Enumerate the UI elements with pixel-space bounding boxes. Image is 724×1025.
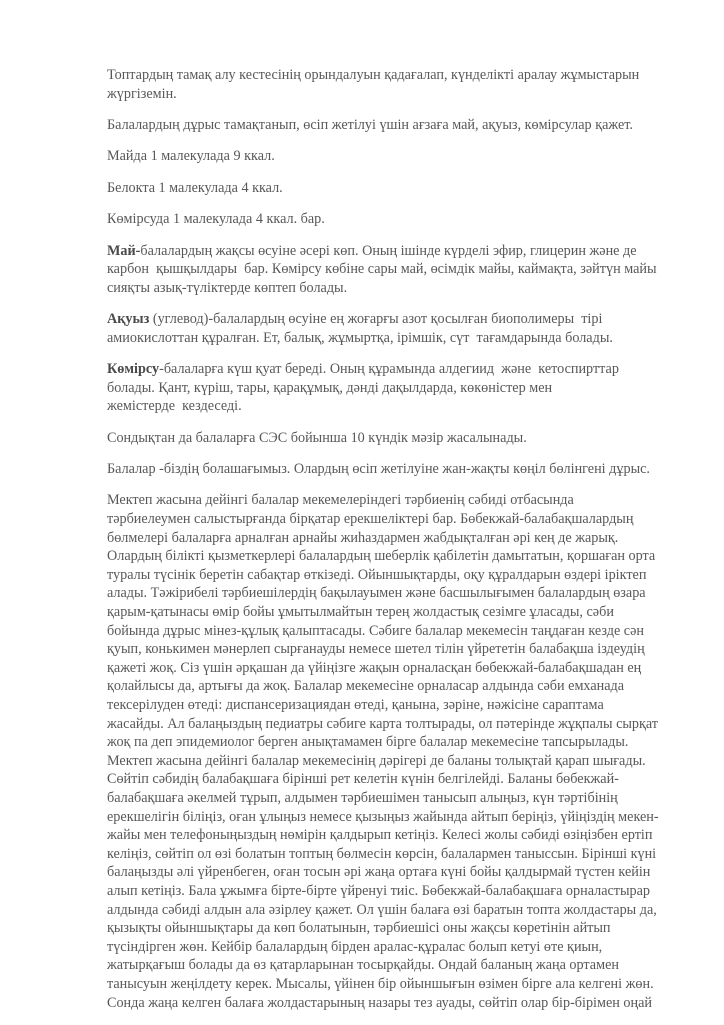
- line-text: жатырқағыш болады да өз қатарларынан тосырқайды. Ондай баланың жаңа ортамен: [107, 957, 619, 974]
- text-line: [107, 715, 687, 734]
- text-line: [107, 808, 687, 827]
- text-line: [107, 510, 687, 529]
- text-line: [107, 85, 687, 104]
- line-text: -балаларға күш қуат береді. Оның құрамында алдегиид және кетоспирттар: [159, 361, 619, 378]
- text-line: [107, 863, 687, 882]
- line-text: бойында дұрыс мінез-құлық қалыптасады. Сәбиге балалар мекемесін таңдаған кезде сән: [107, 622, 644, 639]
- text-line: [107, 752, 687, 771]
- paragraph: [107, 210, 687, 229]
- line-text: алдында сәбиді алдын ала әзірлеу қажет. Ол үшін балаға өзі баратын топта жолдастары да,: [107, 901, 657, 918]
- text-line: [107, 956, 687, 975]
- line-text: қуып, конькимен мәнерлеп сырғанауды немесе шетел тілін үйрететін балабақша іздеудің: [107, 641, 645, 658]
- text-line: [107, 938, 687, 957]
- line-text: қызықты ойыншықтары да көп болатынын, тәрбиешісі оны жақсы көретінін айтып: [107, 920, 611, 937]
- text-line: [107, 547, 687, 566]
- text-line: [107, 429, 687, 448]
- line-text: жемістерде кездеседі.: [107, 398, 242, 415]
- text-line: [107, 789, 687, 808]
- bold-term: Ақуыз: [107, 311, 150, 328]
- line-text: Сонда жаңа келген балаға жолдастарының назары тез ауады, сөйтіп олар бір-бірімен оңай: [107, 994, 652, 1011]
- line-text: келіңіз, сөйтіп ол өзі болатын топтың бөлмесін көрсін, балалармен таныссын. Бірінші күні: [107, 845, 657, 862]
- line-text: Сөйтіп сәбидің балабақшаға бірінші рет келетін күнін белгілейді. Баланы бөбекжай-: [107, 771, 619, 788]
- text-line: [107, 566, 687, 585]
- line-text: алады. Тәжірибелі тәрбиешілердің бақылауымен және басшылығымен балалардың өзара: [107, 585, 646, 602]
- line-text: балалардың жақсы өсуіне әсері көп. Оның ішінде күрделі эфир, глицерин және де: [140, 242, 637, 259]
- line-text: қолайлысы да, артығы да жоқ. Балалар мекемесіне орналасар алдында сәби емханада: [107, 678, 625, 695]
- line-text: тәрбиелеумен салыстырғанда бірқатар ерекшеліктері бар. Бөбекжай-балабақшалардың: [107, 511, 634, 528]
- paragraph: [107, 460, 687, 479]
- paragraph: [107, 66, 687, 103]
- text-line: [107, 696, 687, 715]
- paragraph: [107, 360, 687, 416]
- paragraph: [107, 179, 687, 198]
- line-text: карбон қышқылдары бар. Көмірсу көбіне сары май, өсімдік майы, каймақта, зәйтүн майы: [107, 261, 657, 278]
- line-text: (углевод)-балалардың өсуіне ең жоғарғы азот қосылған биополимеры тірі: [149, 311, 603, 328]
- text-line: [107, 491, 687, 510]
- line-text: Мектеп жасына дейінгі балалар мекемесінің дәрігері де баланы толықтай қарап шығады.: [107, 752, 646, 769]
- line-text: Балалар -біздің болашағымыз. Олардың өсіп жетілуіне жан-жақты көңіл бөлінгені дұрыс.: [107, 461, 650, 478]
- line-text: бөлмелері балаларға арналған арнайы жиһаздармен жабдықталған әрі кең де жарық.: [107, 529, 619, 546]
- paragraph: [107, 242, 687, 298]
- line-text: балабақшаға әкелмей тұрып, алдымен тәрбиешімен танысып алыңыз, күн тәртібінің: [107, 789, 618, 806]
- text-line: [107, 260, 687, 279]
- text-line: [107, 379, 687, 398]
- text-line: [107, 147, 687, 166]
- line-text: Мектеп жасына дейінгі балалар мекемелеріндегі тәрбиенің сәбиді отбасында: [107, 492, 574, 509]
- line-text: Майда 1 малекулада 9 ккал.: [107, 148, 275, 165]
- text-line: [107, 584, 687, 603]
- line-text: жүргіземін.: [107, 85, 177, 102]
- line-text: болады. Қант, күріш, тары, қарақұмық, дәнді дақылдарда, көкөністер мен: [107, 379, 553, 396]
- text-line: [107, 640, 687, 659]
- line-text: балаңызды әлі үйренбеген, оған тосын әрі жаңа ортаға күні бойы қалдырмай түстен кейін: [107, 864, 651, 881]
- text-line: [107, 659, 687, 678]
- text-line: [107, 770, 687, 789]
- line-text: Белокта 1 малекулада 4 ккал.: [107, 179, 283, 196]
- text-line: [107, 882, 687, 901]
- line-text: жоқ па деп эпидемиолог берген анықтамамен бірге балалар мекемесіне тапсырылады.: [107, 734, 629, 751]
- text-line: [107, 397, 687, 416]
- line-text: алып кетіңіз. Бала ұжымға бірте-бірте үйренуі тиіс. Бөбекжай-балабақшаға орналастырар: [107, 882, 651, 899]
- line-text: ерекшелігін біліңіз, оған ұлыңыз немесе қызыңыз жайында айтып беріңіз, үйіңіздің мекен-: [107, 808, 659, 825]
- bold-term: Май-: [107, 242, 141, 259]
- line-text: тексерілуден өтеді: диспансеризациядан өтеді, қанына, зәріне, нәжісіне сараптама: [107, 697, 604, 713]
- text-line: [107, 460, 687, 479]
- text-line: [107, 310, 687, 329]
- bold-term: Көмірсу: [107, 361, 160, 378]
- paragraph: [107, 116, 687, 135]
- text-line: [107, 179, 687, 198]
- text-line: [107, 845, 687, 864]
- line-text: Сондықтан да балаларға СЭС бойынша 10 күндік мәзір жасалынады.: [107, 429, 527, 446]
- text-line: [107, 603, 687, 622]
- line-text: туралы түсінік беретін сабақтар өткізеді. Ойыншықтарды, оқу құралдарын өздері іріктеп: [107, 566, 647, 583]
- line-text: Олардың білікті қызметкерлері балалардың шеберлік қабілетін дамытатын, қоршаған орта: [107, 548, 656, 565]
- line-text: қажеті жоқ. Сіз үшін әрқашан да үйіңізге жақын орналасқан бөбекжай-балабақшадан ең: [107, 659, 642, 676]
- document-page: [107, 66, 687, 1025]
- paragraph: [107, 491, 687, 1012]
- line-text: қарым-қатынасы өмір бойы ұмытылмайтын терең жолдастық сезімге ұласады, сәби: [107, 604, 614, 621]
- line-text: жасайды. Ал балаңыздың педиатры сәбиге карта толтырады, ол пәтерінде жұқпалы сырқат: [107, 715, 659, 732]
- text-line: [107, 733, 687, 752]
- line-text: жайы мен телефоныңыздың нөмірін қалдырып кетіңіз. Келесі жолы сәбиді өзіңізбен ертіп: [107, 827, 653, 844]
- text-line: [107, 994, 687, 1013]
- text-line: [107, 622, 687, 641]
- line-text: амиокислоттан құралған. Ет, балық, жұмыртқа, ірімшік, сүт тағамдарында болады.: [107, 329, 613, 346]
- text-line: [107, 529, 687, 548]
- paragraph: [107, 147, 687, 166]
- text-line: [107, 975, 687, 994]
- text-line: [107, 279, 687, 298]
- line-text: Көмірсуда 1 малекулада 4 ккал. бар.: [107, 211, 325, 228]
- paragraph: [107, 429, 687, 448]
- text-line: [107, 242, 687, 261]
- text-line: [107, 901, 687, 920]
- text-line: [107, 826, 687, 845]
- paragraph: [107, 310, 687, 347]
- line-text: сияқты азық-түліктерде көптеп болады.: [107, 279, 348, 296]
- line-text: Балалардың дұрыс тамақтанып, өсіп жетілуі үшін ағзаға май, ақуыз, көмірсулар қажет.: [107, 116, 633, 133]
- line-text: түсіндірген жөн. Кейбір балалардың бірден аралас-құралас болып кетуі өте қиын,: [107, 938, 603, 955]
- line-text: танысуын жеңілдету керек. Мысалы, үйінен бір ойыншығын өзімен бірге ала келгені жөн.: [107, 975, 654, 992]
- text-line: [107, 66, 687, 85]
- text-line: [107, 210, 687, 229]
- text-line: [107, 329, 687, 348]
- text-line: [107, 919, 687, 938]
- text-line: [107, 116, 687, 135]
- text-line: [107, 677, 687, 696]
- text-line: [107, 360, 687, 379]
- line-text: Топтардың тамақ алу кестесінің орындалуын қадағалап, күнделікті аралау жұмыстарын: [107, 67, 640, 83]
